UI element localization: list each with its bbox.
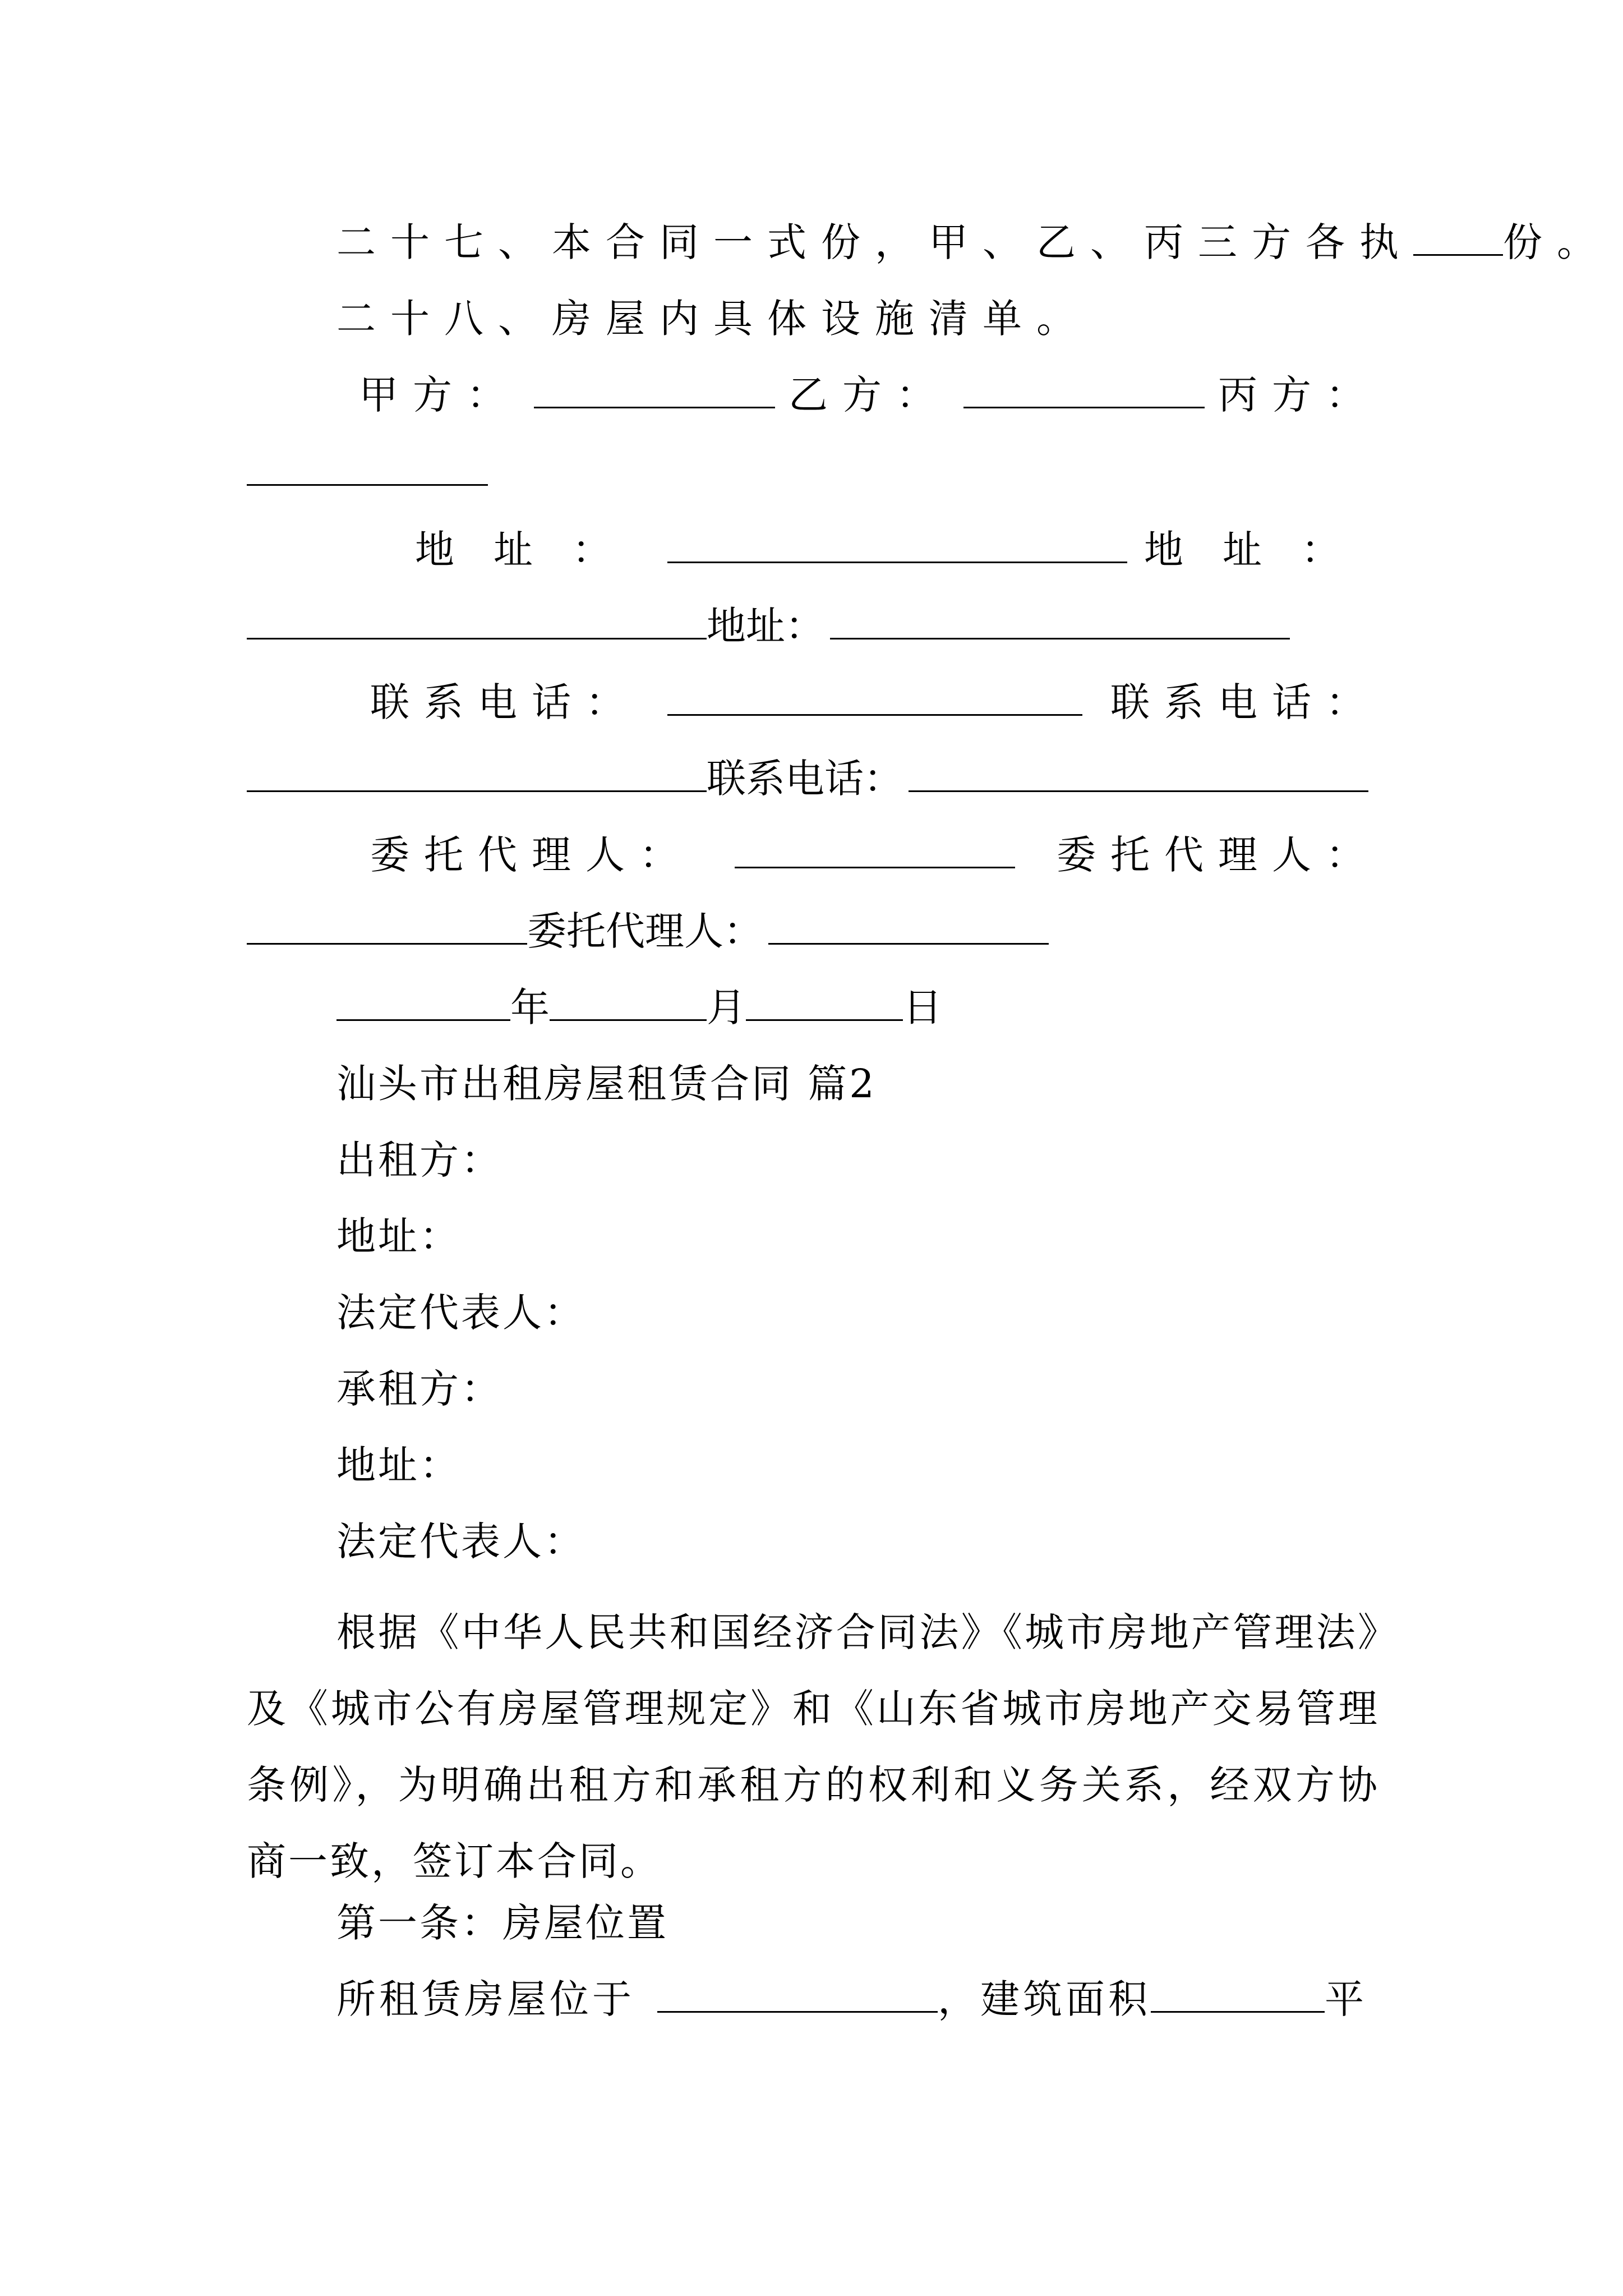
day-blank xyxy=(746,987,903,1021)
party-a-label: 甲方： xyxy=(359,372,520,418)
lessor-line xyxy=(247,1137,1380,1184)
agent-c-blank xyxy=(768,910,1049,945)
agent-a-label: 委托代理人： xyxy=(370,832,693,878)
lessee-rep-line xyxy=(247,1518,1380,1565)
party-a-blank xyxy=(534,374,775,408)
lessee-address-line xyxy=(247,1442,1380,1489)
date-row xyxy=(247,984,1380,1031)
area-blank xyxy=(1151,1978,1325,2013)
year-blank xyxy=(336,987,510,1021)
address-b-label: 地址： xyxy=(1144,527,1380,573)
lessor-rep-line xyxy=(247,1289,1380,1336)
location-blank xyxy=(657,1978,938,2013)
party-b-label: 乙方： xyxy=(789,372,950,418)
address-a-label: 地址： xyxy=(415,527,651,573)
clause-28-text: 二十八、房屋内具体设施清单。 xyxy=(336,296,1090,342)
article-1-title xyxy=(247,1899,1380,1947)
phone-b-blank xyxy=(247,758,707,792)
party-c-label: 丙方： xyxy=(1218,372,1380,418)
agent-row-1 xyxy=(247,831,1380,878)
agent-a-blank xyxy=(735,834,1015,868)
party-c-blank xyxy=(247,452,488,486)
lessee-label: 承租方： xyxy=(336,1366,502,1412)
phone-b-label: 联系电话： xyxy=(1110,679,1380,725)
agent-b-blank xyxy=(247,910,527,945)
lessor-label: 出租方： xyxy=(336,1137,502,1183)
article-1-title-text: 第一条：房屋位置 xyxy=(336,1900,668,1946)
day-label: 日 xyxy=(903,984,942,1030)
month-label: 月 xyxy=(707,984,746,1030)
clause-27-end: 份。 xyxy=(1503,219,1611,265)
contract-title-text: 汕头市出租房屋租赁合同 篇2 xyxy=(336,1061,877,1107)
clause-28 xyxy=(247,295,1380,342)
lessor-address-line xyxy=(247,1213,1380,1260)
phone-row-2 xyxy=(247,755,1380,802)
phone-c-label: 联系电话： xyxy=(707,756,903,802)
address-c-blank xyxy=(830,605,1290,639)
lessee-address-label: 地址： xyxy=(336,1442,461,1488)
phone-a-label: 联系电话： xyxy=(370,679,639,725)
article-1-area-label: ，建筑面积 xyxy=(938,1976,1151,2022)
month-blank xyxy=(550,987,707,1021)
agent-c-label: 委托代理人： xyxy=(527,908,763,954)
copies-blank xyxy=(1413,222,1503,256)
contract-title xyxy=(247,1060,1380,1107)
preamble-paragraph: 根据《中华人民共和国经济合同法》《城市房地产管理法》及《城市公有房屋管理规定》和《山东省城市房地产交易管理条例》，为明确出租方和承租方的权利和义务关系，经双方协商一致，签订本合同。 xyxy=(247,1609,1380,1884)
address-a-blank xyxy=(667,529,1127,563)
party-c-row xyxy=(247,449,1380,496)
phone-c-blank xyxy=(909,758,1368,792)
phone-row-1 xyxy=(247,679,1380,726)
article-1-unit: 平 xyxy=(1325,1976,1364,2022)
address-row-1 xyxy=(247,526,1380,573)
phone-a-blank xyxy=(667,682,1082,716)
lessee-rep-label: 法定代表人： xyxy=(336,1519,585,1565)
lessee-line xyxy=(247,1365,1380,1412)
signature-parties-row xyxy=(247,371,1380,418)
article-1-line xyxy=(247,1976,1380,2023)
lessor-address-label: 地址： xyxy=(336,1213,461,1259)
agent-b-label: 委托代理人： xyxy=(1057,832,1380,878)
party-b-blank xyxy=(963,374,1205,408)
clause-27-text: 二十七、本合同一式份，甲、乙、丙三方各执 xyxy=(336,219,1413,265)
lessor-rep-label: 法定代表人： xyxy=(336,1290,585,1336)
address-row-2 xyxy=(247,602,1380,650)
address-b-blank xyxy=(247,605,707,639)
clause-27 xyxy=(247,219,1611,266)
article-1-location-label: 所租赁房屋位于 xyxy=(336,1976,635,2022)
address-c-label: 地址： xyxy=(707,603,824,649)
agent-row-2 xyxy=(247,908,1380,955)
year-label: 年 xyxy=(510,984,550,1030)
